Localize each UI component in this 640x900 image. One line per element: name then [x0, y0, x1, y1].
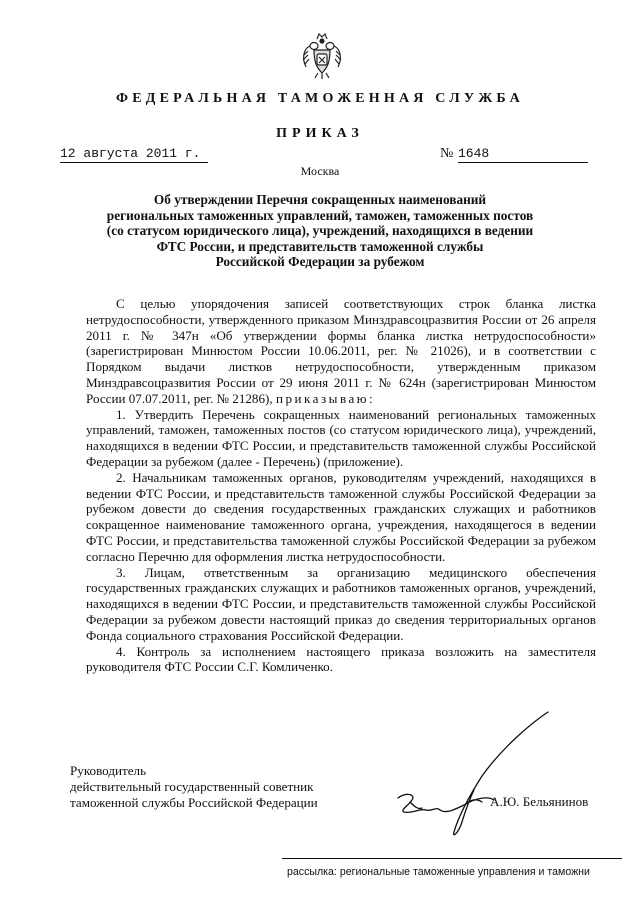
- title-line: ФТС России, и представительств таможенной службы: [156, 238, 484, 254]
- document-type: ПРИКАЗ: [276, 126, 364, 141]
- number-label: №: [440, 146, 454, 161]
- order-title: [70, 192, 570, 270]
- signer-position: [70, 763, 318, 810]
- position-line: таможенной службы Российской Федерации: [70, 794, 318, 810]
- distribution-note: рассылка: региональные таможенные управления и таможни: [287, 866, 590, 878]
- order-date: 12 августа 2011 г.: [60, 146, 208, 163]
- handwritten-signature: [370, 706, 560, 846]
- footer-divider: [282, 858, 622, 859]
- order-item-3: 3. Лицам, ответственным за организацию медицинского обеспечения государственных гражданских служащих и работников таможенных органов, учреждений, находящихся в ведении ФТС России, и представительств таможенной службы Российской Федерации за рубежом довести настоящий приказ до сведения территориальных органов Фонда социального страхования Российской Федерации.: [86, 564, 596, 643]
- order-body: [86, 296, 596, 675]
- russian-coat-of-arms-icon: [300, 31, 344, 81]
- title-line: региональных таможенных управлений, таможен, таможенных постов: [106, 207, 534, 223]
- order-word: приказываю:: [275, 390, 376, 406]
- order-item-2: 2. Начальникам таможенных органов, руководителям учреждений, находящихся в ведении ФТС России, и представительств таможенной службы Российской Федерации за рубежом довести до сведения государственных гражданских служащих и работников сокращенное наименование таможенного органа, учреждения, находящегося в ведении ФТС России, и представительства таможенной службы Российской Федерации за рубежом согласно Перечню для оформления листка нетрудоспособности.: [86, 469, 596, 564]
- title-line: Российской Федерации за рубежом: [215, 254, 425, 270]
- position-line: Руководитель: [70, 763, 147, 778]
- title-line: Об утверждении Перечня сокращенных наименований: [153, 192, 487, 207]
- preamble-text: С целью упорядочения записей соответствующих строк бланка листка нетрудоспособности, утвержденного приказом Минздравсоцразвития России от 26 апреля 2011 г. № 347н «Об утверждении формы бланка листка нетрудоспособности» (зарегистрирован Минюстом России 10.06.2011, рег. № 21026), и в соответствии с Порядком выдачи листков нетрудоспособности, утвержденным приказом Минздравсоцразвития России от 29 июня 2011 г. № 624н (зарегистрирован Минюстом России 07.07.2011, рег. № 21286),: [86, 296, 596, 406]
- preamble-paragraph: [86, 296, 596, 407]
- order-number: 1648: [458, 146, 588, 163]
- city: Москва: [300, 164, 340, 178]
- order-item-4: 4. Контроль за исполнением настоящего приказа возложить на заместителя руководителя ФТС России С.Г. Комличенко.: [86, 643, 596, 675]
- position-line: действительный государственный советник: [70, 778, 314, 794]
- signer-name: А.Ю. Бельянинов: [490, 794, 589, 809]
- title-line: (со статусом юридического лица), учреждений, находящихся в ведении: [106, 223, 534, 239]
- agency-name: ФЕДЕРАЛЬНАЯ ТАМОЖЕННАЯ СЛУЖБА: [116, 91, 524, 106]
- order-item-1: 1. Утвердить Перечень сокращенных наименований региональных таможенных управлений, таможен, таможенных постов (со статусом юридического лица), учреждений, находящихся в ведении ФТС России, и представительств таможенной службы Российской Федерации за рубежом (далее - Перечень) (приложение).: [86, 406, 596, 469]
